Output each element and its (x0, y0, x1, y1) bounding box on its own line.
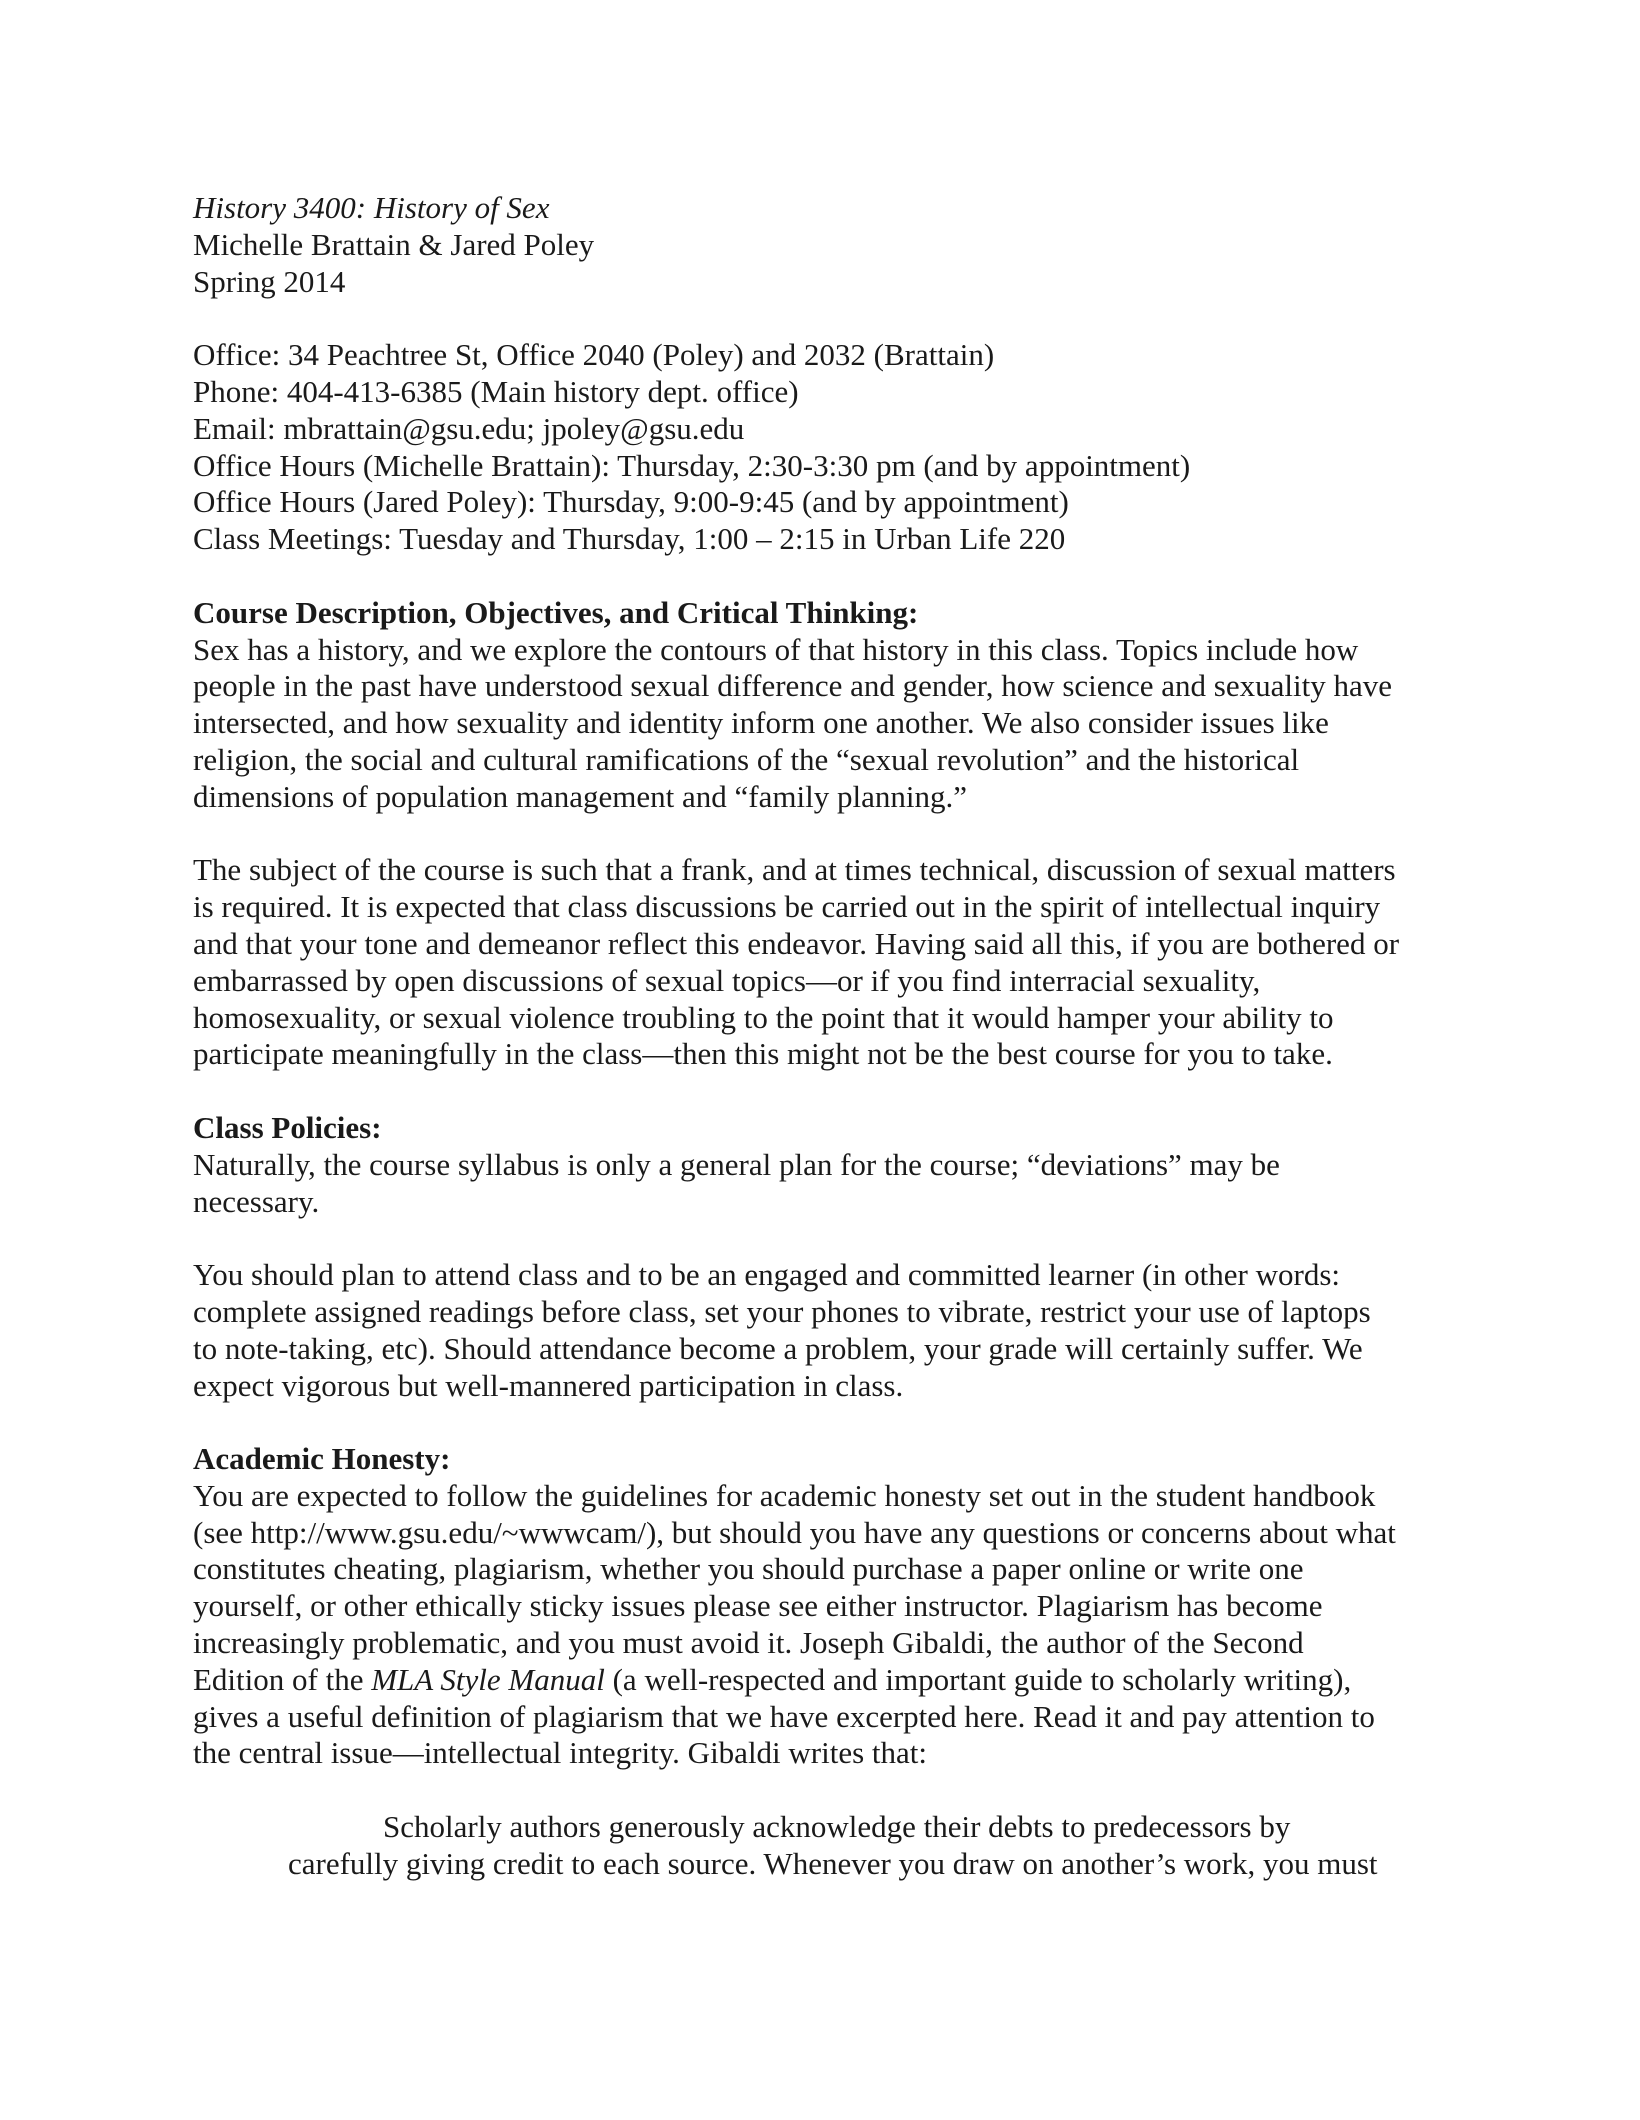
text-line: dimensions of population management and “family planning.” (193, 778, 967, 814)
syllabus-header (193, 190, 1483, 300)
course-title: History 3400: History of Sex (193, 190, 550, 225)
office-hours-poley: Office Hours (Jared Poley): Thursday, 9:00-9:45 (and by appointment) (193, 484, 1069, 520)
paragraph (193, 1257, 1483, 1404)
email-line: Email: mbrattain@gsu.edu; jpoley@gsu.edu (193, 410, 745, 446)
spacer (193, 300, 1483, 337)
quote-line: Scholarly authors generously acknowledge their debts to predecessors by (383, 1809, 1291, 1845)
text-line: to note-taking, etc). Should attendance become a problem, your grade will certainly suffer. We (193, 1330, 1363, 1366)
edition-post: (a well-respected and important guide to scholarly writing), (604, 1661, 1352, 1697)
text-line: You should plan to attend class and to be an engaged and committed learner (in other words: (193, 1257, 1341, 1293)
paragraph (193, 1478, 1483, 1772)
text-line: The subject of the course is such that a frank, and at times technical, discussion of sexual matters (193, 852, 1396, 888)
text-line: You are expected to follow the guidelines for academic honesty set out in the student handbook (193, 1477, 1376, 1513)
contact-info (193, 337, 1483, 558)
term: Spring 2014 (193, 263, 346, 299)
instructors: Michelle Brattain & Jared Poley (193, 226, 595, 262)
academic-honesty-section (193, 1441, 1483, 1883)
text-line: necessary. (193, 1183, 320, 1219)
block-quote (193, 1809, 1483, 1883)
text-line: homosexuality, or sexual violence troubling to the point that it would hamper your ability to (193, 999, 1334, 1035)
edition-pre: Edition of the (193, 1661, 372, 1697)
text-line: is required. It is expected that class discussions be carried out in the spirit of intellectual inquiry (193, 889, 1381, 925)
text-line: complete assigned readings before class, set your phones to vibrate, restrict your use of laptops (193, 1293, 1371, 1329)
text-line: the central issue—intellectual integrity. Gibaldi writes that: (193, 1735, 928, 1771)
spacer (193, 558, 1483, 595)
quote-line: carefully giving credit to each source. Whenever you draw on another’s work, you must (288, 1845, 1378, 1881)
phone-line: Phone: 404-413-6385 (Main history dept. office) (193, 373, 799, 409)
spacer (193, 816, 1483, 853)
text-line: embarrassed by open discussions of sexual topics—or if you find interracial sexuality, (193, 962, 1261, 998)
section-heading: Course Description, Objectives, and Critical Thinking: (193, 594, 919, 630)
spacer (193, 1073, 1483, 1110)
syllabus-page (193, 190, 1483, 1883)
text-line: and that your tone and demeanor reflect this endeavor. Having said all this, if you are bothered or (193, 925, 1400, 961)
spacer (193, 1404, 1483, 1441)
paragraph (193, 632, 1483, 816)
paragraph (193, 852, 1483, 1073)
class-meetings: Class Meetings: Tuesday and Thursday, 1:00 – 2:15 in Urban Life 220 (193, 521, 1066, 557)
text-line: expect vigorous but well-mannered participation in class. (193, 1367, 904, 1403)
text-line: intersected, and how sexuality and identity inform one another. We also consider issues like (193, 705, 1329, 741)
text-line: constitutes cheating, plagiarism, whether you should purchase a paper online or write one (193, 1551, 1304, 1587)
text-line: (see http://www.gsu.edu/~wwwcam/), but should you have any questions or concerns about what (193, 1514, 1396, 1550)
text-line: increasingly problematic, and you must avoid it. Joseph Gibaldi, the author of the Second (193, 1625, 1304, 1661)
text-line: Sex has a history, and we explore the contours of that history in this class. Topics include how (193, 631, 1359, 667)
spacer (193, 1220, 1483, 1257)
office-hours-brattain: Office Hours (Michelle Brattain): Thursday, 2:30-3:30 pm (and by appointment) (193, 447, 1191, 483)
section-heading: Class Policies: (193, 1109, 382, 1145)
course-description-section (193, 595, 1483, 1073)
text-line: people in the past have understood sexual difference and gender, how science and sexuality have (193, 668, 1392, 704)
text-line: religion, the social and cultural ramifications of the “sexual revolution” and the historical (193, 741, 1300, 777)
text-line: participate meaningfully in the class—then this might not be the best course for you to take. (193, 1036, 1333, 1072)
mla-style-manual-title: MLA Style Manual (371, 1661, 605, 1697)
office-line: Office: 34 Peachtree St, Office 2040 (Poley) and 2032 (Brattain) (193, 337, 995, 373)
text-line: gives a useful definition of plagiarism that we have excerpted here. Read it and pay attention to (193, 1698, 1375, 1734)
spacer (193, 1772, 1483, 1809)
text-line: yourself, or other ethically sticky issues please see either instructor. Plagiarism has become (193, 1588, 1323, 1624)
paragraph (193, 1147, 1483, 1221)
text-line: Naturally, the course syllabus is only a general plan for the course; “deviations” may be (193, 1146, 1280, 1182)
section-heading: Academic Honesty: (193, 1441, 451, 1477)
text-line-edition (193, 1662, 1483, 1699)
class-policies-section (193, 1110, 1483, 1404)
